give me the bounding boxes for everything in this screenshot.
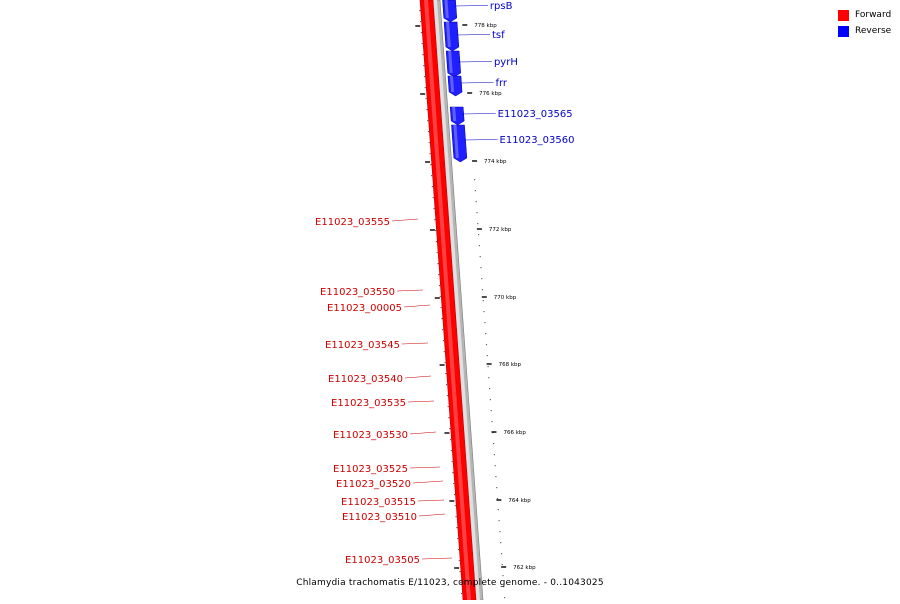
minor-tick [424,76,425,77]
forward-gene-leader [413,481,443,483]
legend-forward-swatch [838,10,849,21]
reverse-gene-leader [458,62,492,63]
minor-tick [445,373,446,374]
minor-tick [452,472,453,473]
minor-tick [431,175,432,176]
minor-tick [420,21,421,22]
minor-tick [484,311,485,312]
scale-tick-label: 764 kbp [508,498,531,504]
minor-tick [501,553,502,554]
minor-tick [484,322,485,323]
minor-tick [425,87,426,88]
minor-tick [495,465,496,466]
forward-gene-leader [410,467,440,468]
forward-gene-label: E11023_03530 [333,430,408,441]
minor-tick [461,593,462,594]
reverse-gene-label: rpsB [489,1,513,12]
forward-strand-shade [424,0,471,600]
minor-tick [448,417,449,418]
minor-tick [497,498,498,499]
minor-tick [429,142,430,143]
minor-tick [448,406,449,407]
minor-tick [446,384,447,385]
minor-tick [459,560,460,561]
reverse-gene-block [446,51,461,77]
legend-reverse-swatch [838,26,849,37]
minor-tick [495,476,496,477]
minor-tick [439,285,440,286]
minor-tick [450,439,451,440]
minor-tick [479,245,480,246]
minor-tick [458,549,459,550]
scale-tick-label: 762 kbp [513,565,536,571]
minor-tick [433,197,434,198]
minor-tick [500,542,501,543]
minor-tick [422,54,423,55]
forward-gene-label: E11023_03510 [342,512,417,523]
minor-tick [433,208,434,209]
forward-gene-leader [392,219,418,221]
minor-tick [456,527,457,528]
minor-tick [491,410,492,411]
minor-tick [438,274,439,275]
minor-tick [449,428,450,429]
minor-tick [443,340,444,341]
minor-tick [480,267,481,268]
minor-tick [475,190,476,191]
minor-tick [430,164,431,165]
minor-tick [440,296,441,297]
forward-gene-leader [402,343,428,344]
forward-gene-label: E11023_00005 [327,303,402,314]
minor-tick [482,289,483,290]
legend-forward-label: Forward [855,10,892,20]
reverse-gene-leader [454,6,488,7]
reverse-gene-block [443,0,457,22]
forward-gene-label: E11023_03555 [315,217,390,228]
forward-gene-leader [419,514,445,516]
minor-tick [426,98,427,99]
minor-tick [422,43,423,44]
minor-tick [456,516,457,517]
minor-tick [487,355,488,356]
forward-gene-label: E11023_03520 [336,479,411,490]
minor-tick [451,450,452,451]
minor-tick [499,531,500,532]
reverse-gene-label: tsf [492,30,505,41]
minor-tick [476,212,477,213]
minor-tick [452,461,453,462]
minor-tick [496,487,497,488]
forward-gene-label: E11023_03550 [320,287,395,298]
minor-tick [427,120,428,121]
forward-gene-label: E11023_03545 [325,340,400,351]
minor-tick [442,329,443,330]
forward-gene-label: E11023_03535 [331,398,406,409]
forward-gene-label: E11023_03525 [333,464,408,475]
minor-tick [454,494,455,495]
legend-reverse [838,25,891,37]
forward-gene-labels [315,217,452,566]
scale-tick-label: 774 kbp [484,159,507,165]
scale-tick-label: 778 kbp [474,23,497,29]
minor-tick [432,186,433,187]
reverse-gene-block [444,22,459,51]
minor-tick [435,230,436,231]
forward-gene-label: E11023_03540 [328,374,403,385]
legend-forward [838,9,891,21]
forward-gene-leader [418,500,444,501]
minor-tick [499,520,500,521]
reverse-gene-label: E11023_03560 [499,135,575,146]
forward-gene-label: E11023_03515 [341,497,416,508]
minor-tick [441,318,442,319]
minor-tick [491,421,492,422]
forward-gene-leader [397,290,423,291]
outer-tick-marks [474,179,505,598]
minor-tick [483,300,484,301]
reverse-gene-block [448,76,462,96]
minor-tick [489,388,490,389]
minor-tick [437,252,438,253]
minor-tick [485,333,486,334]
minor-tick [481,278,482,279]
forward-gene-leader [410,432,436,434]
minor-tick [502,564,503,565]
forward-gene-leader [422,558,452,559]
minor-tick [457,538,458,539]
minor-tick [437,263,438,264]
minor-tick [477,223,478,224]
minor-tick [488,366,489,367]
minor-tick [480,256,481,257]
minor-tick [455,505,456,506]
minor-tick [493,443,494,444]
reverse-gene-leader [462,114,496,115]
minor-tick [436,241,437,242]
scale-tick-label: 768 kbp [498,362,522,368]
forward-gene-leader [404,305,430,307]
reverse-gene-leader [456,35,490,36]
minor-tick [428,131,429,132]
minor-tick [421,32,422,33]
minor-tick [423,65,424,66]
reverse-gene-label: E11023_03565 [497,109,573,120]
minor-tick [488,377,489,378]
minor-tick [441,307,442,308]
reverse-gene-label: pyrH [493,57,518,68]
reverse-gene-leader [464,140,498,141]
minor-tick [430,153,431,154]
reverse-gene-block [451,125,466,162]
forward-gene-label: E11023_03505 [345,555,420,566]
scale-tick-label: 770 kbp [493,295,517,301]
minor-tick [474,179,475,180]
minor-tick [444,351,445,352]
scale-tick-label: 772 kbp [488,227,512,233]
minor-tick [494,454,495,455]
minor-tick [502,575,503,576]
minor-tick [478,234,479,235]
minor-tick [445,362,446,363]
minor-tick [486,344,487,345]
minor-tick [459,571,460,572]
minor-tick [490,399,491,400]
scale-tick-label: 766 kbp [503,430,526,436]
reverse-gene-block [450,107,464,125]
minor-tick [434,219,435,220]
map-caption: Chlamydia trachomatis E/11023, complete genome. - 0..1043025 [296,578,604,588]
minor-tick [498,509,499,510]
minor-tick [419,10,420,11]
minor-tick [447,395,448,396]
forward-gene-leader [408,401,434,402]
scale-tick-label: 776 kbp [479,91,502,97]
minor-tick [453,483,454,484]
reverse-gene-leader [459,83,493,84]
forward-gene-leader [405,376,431,378]
minor-tick [426,109,427,110]
legend-reverse-label: Reverse [855,26,892,36]
minor-tick [476,201,477,202]
minor-tick [504,597,505,598]
reverse-gene-label: frr [495,78,508,89]
